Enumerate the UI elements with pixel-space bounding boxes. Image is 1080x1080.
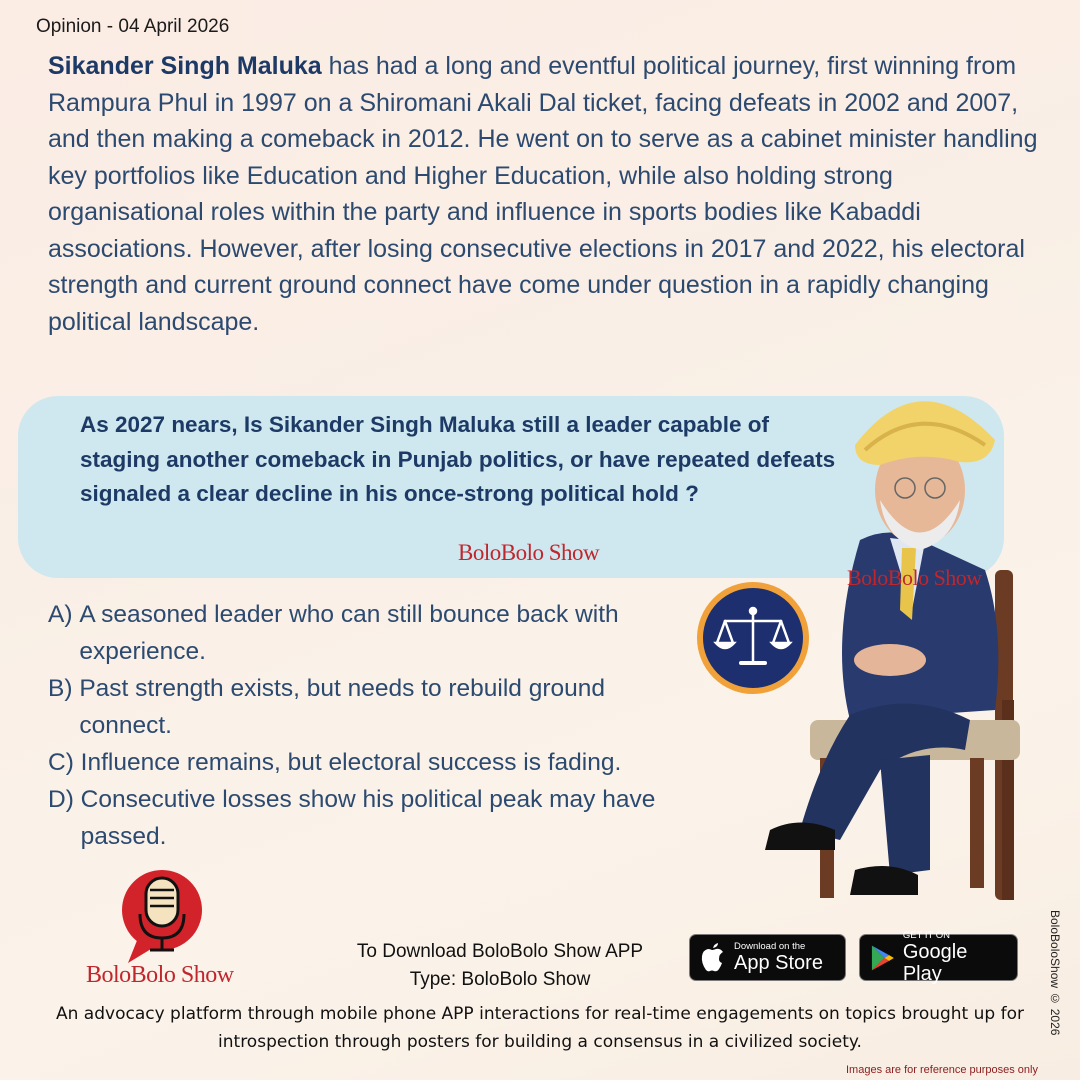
option-c[interactable]: C) Influence remains, but electoral success is fading.: [48, 744, 748, 781]
option-c-text: Influence remains, but electoral success is fading.: [80, 749, 622, 776]
option-b[interactable]: B) Past strength exists, but needs to rebuild ground connect.: [48, 670, 748, 744]
leader-name: Sikander Singh Maluka: [48, 52, 322, 80]
option-b-text: Past strength exists, but needs to rebuild ground connect.: [79, 675, 606, 739]
options-list: [48, 596, 748, 855]
option-a[interactable]: A) A seasoned leader who can still bounce back with experience.: [48, 596, 748, 670]
watermark: BoloBolo Show: [458, 540, 600, 565]
download-instructions: To Download BoloBolo Show APP Type: BoloBolo Show: [356, 941, 644, 990]
google-play-button[interactable]: GET IT ON Google Play: [859, 934, 1018, 981]
option-d[interactable]: D) Consecutive losses show his political peak may have passed.: [48, 781, 748, 855]
microphone-logo-icon: [118, 868, 206, 966]
option-d-text: Consecutive losses show his political peak may have passed.: [80, 786, 656, 850]
intro-paragraph: [48, 48, 1048, 340]
question-text: As 2027 nears, Is Sikander Singh Maluka still a leader capable of staging another comeback in Punjab politics, or have repeated defeats signaled a clear decline in his once-strong political hold ?: [80, 412, 836, 506]
tagline: An advocacy platform through mobile phone APP interactions for real-time engagements on topics brought up for introspection through posters for building a consensus in a civilized society.: [56, 1004, 1024, 1052]
leader-illustration: [740, 370, 1040, 915]
apple-icon: [700, 943, 726, 973]
app-store-button[interactable]: Download on the App Store: [689, 934, 846, 981]
brand-logo-text: BoloBolo Show: [86, 962, 234, 988]
copyright-vertical: BoloBoloShow © 2026: [1048, 910, 1062, 1036]
disclaimer: Images are for reference purposes only: [846, 1064, 1038, 1076]
google-play-icon: [870, 944, 895, 972]
intro-body: has had a long and eventful political journey, first winning from Rampura Phul in 1997 on a Shiromani Akali Dal ticket, facing defeats in 2002 and 2007, and then making a comeback in 2012. He went on to serve as a cabinet minister handling key portfolios like Education and Higher Education, while also holding strong organisational roles within the party and influence in sports bodies like Kabaddi associations. However, after losing consecutive elections in 2017 and 2022, his electoral strength and current ground connect have come under question in a rapidly changing political landscape.: [48, 52, 1038, 336]
date-line: Opinion - 04 April 2026: [36, 16, 230, 37]
option-a-text: A seasoned leader who can still bounce back with experience.: [79, 601, 619, 665]
watermark-overlay: BoloBolo Show: [847, 565, 982, 590]
